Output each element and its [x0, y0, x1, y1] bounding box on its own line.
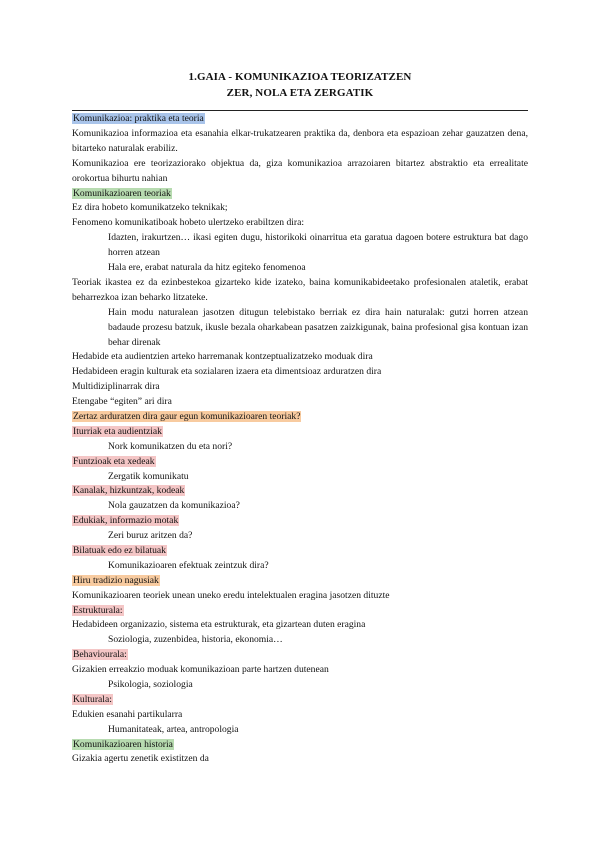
indented-paragraph: Hala ere, erabat naturala da hitz egiteko fenomenoa — [108, 262, 306, 273]
subheading — [72, 484, 528, 499]
indented-paragraph: Nork komunikatzen du eta nori? — [108, 440, 233, 452]
subheading — [72, 425, 528, 440]
subheading — [72, 544, 528, 559]
highlight-orange: Zertaz arduratzen dira gaur egun komunikazioaren teoriak? — [73, 410, 301, 422]
indented-paragraph: Soziologia, zuzenbidea, historia, ekonomia… — [108, 634, 283, 646]
highlight-pink: Kanalak, hizkuntzak, kodeak — [73, 485, 185, 497]
indented-paragraph: Komunikazioaren efektuak zeintzuk dira? — [108, 559, 269, 571]
subheading — [72, 648, 528, 663]
paragraph: Teoriak ikastea ez da ezinbestekoa gizarteko kide izateko, baina komunikabideetako profesionalen ataletik, erabat beharrezkoa izan beharko litzateke. — [72, 276, 528, 303]
title-divider — [72, 110, 528, 111]
paragraph: Etengabe “egiten” ari dira — [72, 396, 172, 408]
subheading — [72, 455, 528, 470]
highlight-pink: Iturriak eta audientziak — [73, 425, 162, 437]
highlight-green: Komunikazioaren historia — [73, 738, 173, 750]
section-heading-tradizioak — [72, 574, 528, 589]
highlight-pink: Behaviourala: — [73, 649, 127, 661]
highlight-pink: Bilatuak edo ez bilatuak — [73, 545, 166, 556]
section-heading-praktika-teoria — [72, 112, 528, 127]
document-subtitle: ZER, NOLA ETA ZERGATIK — [226, 87, 374, 99]
indented-paragraph: Zeri buruz aritzen da? — [108, 530, 193, 542]
highlight-blue: Komunikazioa: praktika eta teoria — [73, 113, 204, 124]
paragraph: Multidiziplinarrak dira — [72, 381, 160, 393]
section-heading-teoriak — [72, 187, 528, 202]
paragraph: Edukien esanahi partikularra — [72, 708, 183, 720]
indented-paragraph: Idazten, irakurtzen… ikasi egiten dugu, historikoki oinarritua eta garatua dagoen botere estruktura bat dago horren atzean — [108, 232, 528, 259]
subheading — [72, 693, 528, 708]
indented-paragraph: Psikologia, soziologia — [108, 679, 193, 691]
paragraph: Komunikazioaren teoriek unean uneko eredu intelektualen eragina jasotzen dituzte — [72, 589, 390, 601]
highlight-pink: Funtzioak eta xedeak — [73, 455, 155, 467]
highlight-orange: Hiru tradizio nagusiak — [73, 574, 159, 586]
highlight-pink: Kulturala: — [73, 693, 112, 705]
paragraph: Ez dira hobeto komunikatzeko teknikak; — [72, 202, 228, 214]
document-body — [72, 112, 528, 767]
section-heading-historia — [72, 738, 528, 753]
indented-paragraph: Humanitateak, artea, antropologia — [108, 723, 239, 735]
indented-paragraph: Hain modu naturalean jasotzen ditugun telebistako berriak ez dira hain naturalak: gutzi horren atzean badaude prozesu batzuk, ikusle bezala oharkabean pasatzen zaizkigunak, baina profesional gisa kontuan izan behar direnak — [108, 306, 528, 348]
subheading — [72, 514, 528, 529]
paragraph: Hedabideen organizazio, sistema eta estrukturak, eta gizartean duten eragina — [72, 619, 366, 631]
paragraph: Hedabideen eragin kulturak eta sozialaren izaera eta dimentsioaz arduratzen dira — [72, 366, 382, 378]
subheading — [72, 604, 528, 619]
paragraph: Komunikazioa informazioa eta esanahia elkar-trukatzearen praktika da, denbora eta espazioan zehar gauzatzen dena, bitarteko naturalak erabiliz. — [72, 127, 528, 154]
highlight-green: Komunikazioaren teoriak — [73, 187, 171, 199]
paragraph: Gizakia agertu zenetik existitzen da — [72, 753, 209, 765]
paragraph: Hedabide eta audientzien arteko harremanak kontzeptualizatzeko moduak dira — [72, 351, 373, 363]
paragraph: Gizakien erreakzio moduak komunikazioan parte hartzen dutenean — [72, 664, 329, 676]
document-title: 1.GAIA - KOMUNIKAZIOA TEORIZATZEN — [188, 71, 412, 83]
indented-paragraph: Nola gauzatzen da komunikazioa? — [108, 500, 240, 512]
highlight-pink: Edukiak, informazio motak — [73, 515, 179, 527]
paragraph: Komunikazioa ere teorizaziorako objektua da, giza komunikazioa arrazoiaren bitartez abstraktio eta errealitate orokortua bihurtu nahian — [72, 157, 528, 184]
indented-paragraph: Zergatik komunikatu — [108, 470, 189, 482]
highlight-pink: Estrukturala: — [73, 604, 123, 616]
section-heading-zertaz — [72, 410, 528, 425]
paragraph: Fenomeno komunikatiboak hobeto ulertzeko erabiltzen dira: — [72, 217, 305, 229]
